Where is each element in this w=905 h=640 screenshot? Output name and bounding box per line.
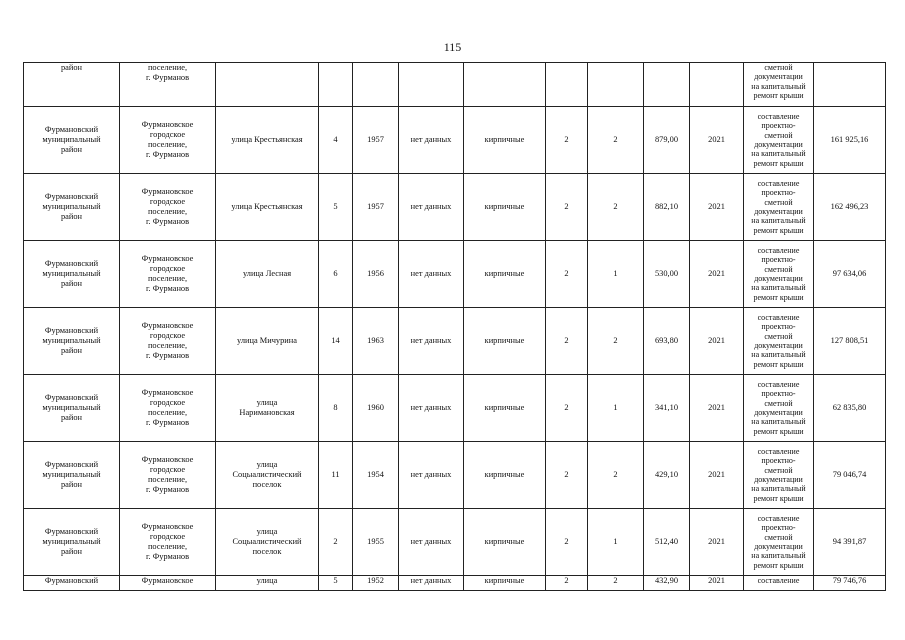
- cell-house: 14: [319, 308, 353, 375]
- cell-floors: 2: [546, 174, 588, 241]
- cell-area: 429,10: [644, 442, 690, 509]
- cell-plan-year: 2021: [690, 375, 744, 442]
- cell-material: кирпичные: [464, 375, 546, 442]
- cell-house: 11: [319, 442, 353, 509]
- cell-cost: 79 046,74: [814, 442, 886, 509]
- cell-work: составление проектно- сметной документации на капитальный ремонт крыши: [744, 107, 814, 174]
- cell-floors: 2: [546, 509, 588, 576]
- cell-work: составление проектно- сметной документации на капитальный ремонт крыши: [744, 375, 814, 442]
- cell-settlement: Фурмановское городское поселение, г. Фурманов: [120, 375, 216, 442]
- cell-floors: 2: [546, 442, 588, 509]
- cell-district: Фурмановский: [24, 576, 120, 591]
- cell-area: 341,10: [644, 375, 690, 442]
- cell-entrances: 2: [588, 308, 644, 375]
- table-body: [24, 63, 886, 591]
- cell-material: кирпичные: [464, 174, 546, 241]
- cell-plan-year: 2021: [690, 107, 744, 174]
- cell-house: 4: [319, 107, 353, 174]
- cell-plan-year: 2021: [690, 442, 744, 509]
- table-row: [24, 107, 886, 174]
- cell-material: кирпичные: [464, 442, 546, 509]
- cell-year: 1955: [353, 509, 399, 576]
- cell-material: кирпичные: [464, 509, 546, 576]
- cell-district: Фурмановский муниципальный район: [24, 509, 120, 576]
- cell-entrances: 2: [588, 442, 644, 509]
- cell-district: район: [24, 63, 120, 107]
- cell-district: Фурмановский муниципальный район: [24, 241, 120, 308]
- table-row-truncated: [24, 576, 886, 591]
- cell-street: улица Соцыалистический поселок: [216, 442, 319, 509]
- cell-cost: 127 808,51: [814, 308, 886, 375]
- cell-cost: [814, 63, 886, 107]
- cell-overhaul-year: нет данных: [399, 576, 464, 591]
- cell-house: 2: [319, 509, 353, 576]
- cell-year: [353, 63, 399, 107]
- cell-work: составление проектно- сметной документации на капитальный ремонт крыши: [744, 308, 814, 375]
- cell-work: составление проектно- сметной документации на капитальный ремонт крыши: [744, 509, 814, 576]
- cell-entrances: 1: [588, 241, 644, 308]
- cell-year: 1952: [353, 576, 399, 591]
- cell-cost: 162 496,23: [814, 174, 886, 241]
- cell-street: улица Наримановская: [216, 375, 319, 442]
- cell-overhaul-year: нет данных: [399, 308, 464, 375]
- cell-street: улица Мичурина: [216, 308, 319, 375]
- cell-area: 432,90: [644, 576, 690, 591]
- cell-year: 1960: [353, 375, 399, 442]
- cell-floors: 2: [546, 576, 588, 591]
- cell-area: 879,00: [644, 107, 690, 174]
- cell-plan-year: 2021: [690, 308, 744, 375]
- table-row: [24, 308, 886, 375]
- cell-house: [319, 63, 353, 107]
- cell-area: 512,40: [644, 509, 690, 576]
- cell-overhaul-year: нет данных: [399, 375, 464, 442]
- cell-house: 8: [319, 375, 353, 442]
- cell-year: 1956: [353, 241, 399, 308]
- cell-overhaul-year: нет данных: [399, 107, 464, 174]
- cell-plan-year: 2021: [690, 241, 744, 308]
- cell-settlement: поселение, г. Фурманов: [120, 63, 216, 107]
- cell-cost: 79 746,76: [814, 576, 886, 591]
- cell-district: Фурмановский муниципальный район: [24, 375, 120, 442]
- cell-house: 6: [319, 241, 353, 308]
- cell-cost: 161 925,16: [814, 107, 886, 174]
- cell-entrances: 2: [588, 107, 644, 174]
- cell-entrances: 2: [588, 174, 644, 241]
- cell-plan-year: 2021: [690, 576, 744, 591]
- cell-entrances: 2: [588, 576, 644, 591]
- cell-cost: 97 634,06: [814, 241, 886, 308]
- cell-material: кирпичные: [464, 241, 546, 308]
- cell-material: [464, 63, 546, 107]
- cell-street: улица Соцыалистический поселок: [216, 509, 319, 576]
- cell-overhaul-year: нет данных: [399, 174, 464, 241]
- cell-area: [644, 63, 690, 107]
- cell-work: составление проектно- сметной документации на капитальный ремонт крыши: [744, 174, 814, 241]
- cell-entrances: 1: [588, 375, 644, 442]
- cell-floors: 2: [546, 375, 588, 442]
- cell-material: кирпичные: [464, 107, 546, 174]
- table-row: [24, 174, 886, 241]
- cell-plan-year: 2021: [690, 509, 744, 576]
- cell-year: 1957: [353, 174, 399, 241]
- table-row: [24, 509, 886, 576]
- cell-street: улица Крестьянская: [216, 174, 319, 241]
- cell-cost: 94 391,87: [814, 509, 886, 576]
- cell-district: Фурмановский муниципальный район: [24, 107, 120, 174]
- cell-street: улица Лесная: [216, 241, 319, 308]
- cell-settlement: Фурмановское городское поселение, г. Фурманов: [120, 107, 216, 174]
- cell-street: улица: [216, 576, 319, 591]
- cell-house: 5: [319, 174, 353, 241]
- cell-street: улица Крестьянская: [216, 107, 319, 174]
- table-row: [24, 375, 886, 442]
- cell-work: составление проектно- сметной документации на капитальный ремонт крыши: [744, 442, 814, 509]
- cell-entrances: 1: [588, 509, 644, 576]
- cell-house: 5: [319, 576, 353, 591]
- cell-floors: 2: [546, 107, 588, 174]
- cell-work: составление проектно- сметной документации на капитальный ремонт крыши: [744, 241, 814, 308]
- cell-overhaul-year: нет данных: [399, 241, 464, 308]
- table-row-continued: [24, 63, 886, 107]
- cell-area: 530,00: [644, 241, 690, 308]
- cell-overhaul-year: [399, 63, 464, 107]
- cell-settlement: Фурмановское городское поселение, г. Фурманов: [120, 509, 216, 576]
- cell-area: 693,80: [644, 308, 690, 375]
- cell-floors: 2: [546, 241, 588, 308]
- cell-floors: [546, 63, 588, 107]
- cell-overhaul-year: нет данных: [399, 442, 464, 509]
- cell-area: 882,10: [644, 174, 690, 241]
- cell-material: кирпичные: [464, 308, 546, 375]
- table-row: [24, 241, 886, 308]
- cell-settlement: Фурмановское городское поселение, г. Фурманов: [120, 442, 216, 509]
- cell-work: составление: [744, 576, 814, 591]
- cell-settlement: Фурмановское городское поселение, г. Фурманов: [120, 308, 216, 375]
- housing-table: [23, 62, 886, 591]
- cell-entrances: [588, 63, 644, 107]
- cell-plan-year: 2021: [690, 174, 744, 241]
- cell-year: 1957: [353, 107, 399, 174]
- cell-floors: 2: [546, 308, 588, 375]
- cell-year: 1963: [353, 308, 399, 375]
- cell-work: сметной документации на капитальный ремонт крыши: [744, 63, 814, 107]
- table-row: [24, 442, 886, 509]
- cell-overhaul-year: нет данных: [399, 509, 464, 576]
- cell-street: [216, 63, 319, 107]
- cell-settlement: Фурмановское городское поселение, г. Фурманов: [120, 174, 216, 241]
- cell-district: Фурмановский муниципальный район: [24, 442, 120, 509]
- cell-plan-year: [690, 63, 744, 107]
- page-number: 115: [443, 40, 462, 54]
- cell-settlement: Фурмановское городское поселение, г. Фурманов: [120, 241, 216, 308]
- cell-district: Фурмановский муниципальный район: [24, 308, 120, 375]
- cell-settlement: Фурмановское: [120, 576, 216, 591]
- cell-year: 1954: [353, 442, 399, 509]
- cell-cost: 62 835,80: [814, 375, 886, 442]
- cell-material: кирпичные: [464, 576, 546, 591]
- cell-district: Фурмановский муниципальный район: [24, 174, 120, 241]
